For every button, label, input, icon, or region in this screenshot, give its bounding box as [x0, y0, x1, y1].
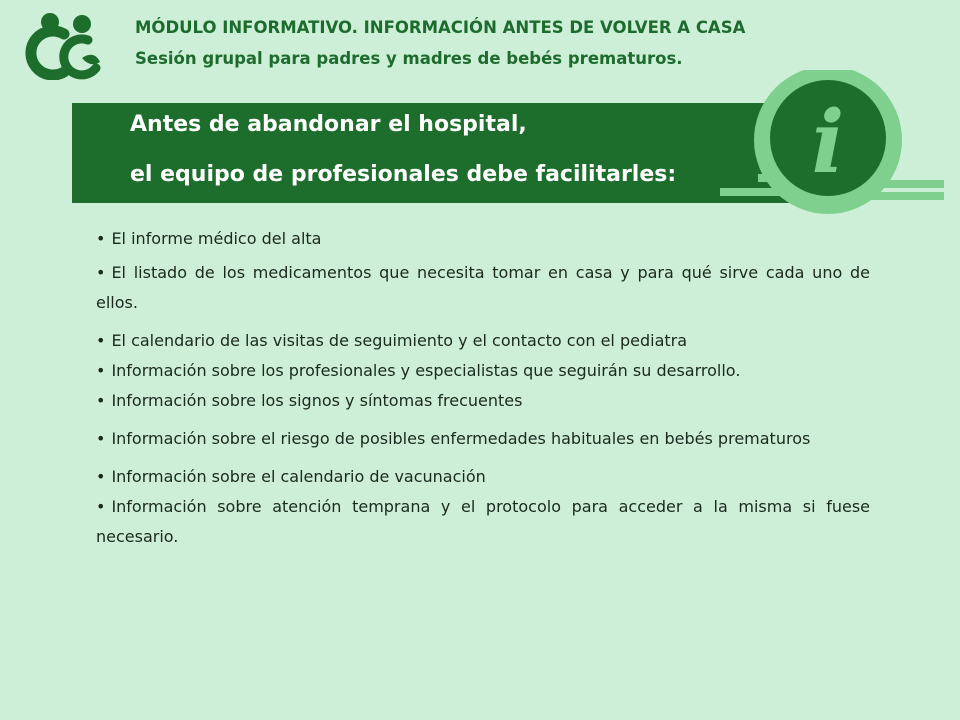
logo-icon — [20, 10, 115, 80]
list-item: • El informe médico del alta — [96, 224, 870, 254]
banner-line-1: Antes de abandonar el hospital, — [130, 112, 527, 137]
module-title: MÓDULO INFORMATIVO. INFORMACIÓN ANTES DE VOLVER A CASA — [135, 18, 746, 37]
list-item: • El listado de los medicamentos que necesita tomar en casa y para qué sirve cada uno de ellos. — [96, 258, 870, 318]
info-list — [96, 224, 870, 552]
list-item: • Información sobre el riesgo de posibles enfermedades habituales en bebés prematuros — [96, 424, 870, 454]
banner-line-2: el equipo de profesionales debe facilitarles: — [130, 162, 677, 187]
module-subtitle: Sesión grupal para padres y madres de bebés prematuros. — [135, 49, 683, 68]
list-item: • Información sobre los profesionales y especialistas que seguirán su desarrollo. — [96, 356, 870, 386]
info-glyph: i — [811, 92, 845, 193]
list-item: • Información sobre atención temprana y el protocolo para acceder a la misma si fuese necesario. — [96, 492, 870, 552]
intro-banner — [72, 103, 792, 203]
list-item: • Información sobre los signos y síntomas frecuentes — [96, 386, 870, 416]
list-item: • Información sobre el calendario de vacunación — [96, 462, 870, 492]
info-icon — [718, 70, 944, 220]
list-item: • El calendario de las visitas de seguimiento y el contacto con el pediatra — [96, 326, 870, 356]
